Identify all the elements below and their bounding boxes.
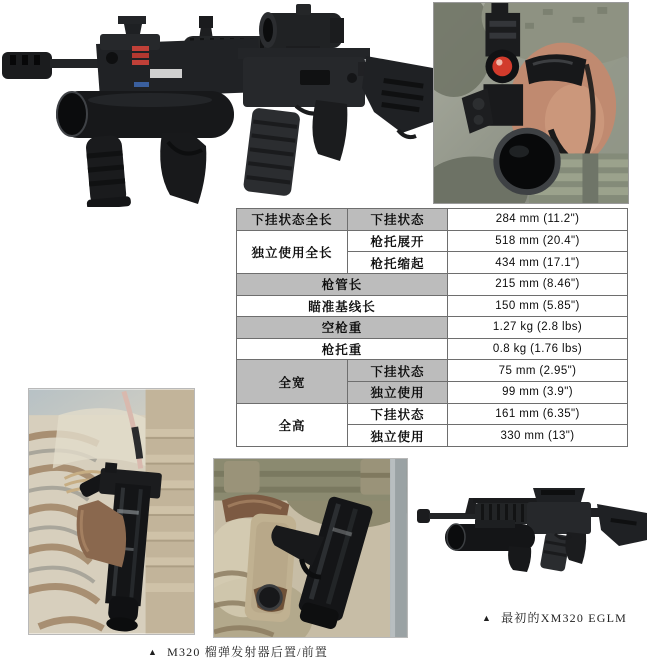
spec-sub-cell: 枪托展开: [348, 230, 448, 252]
m320-holster-front-illustration: [214, 459, 407, 637]
spec-value-cell: 284 mm (11.2"): [448, 209, 628, 231]
red-dot: [492, 56, 512, 76]
spec-label-cell: 下挂状态全长: [237, 209, 348, 231]
spec-sub-cell: 下挂状态: [348, 403, 448, 425]
soldier-aiming-illustration: [434, 3, 628, 203]
spec-sub-cell: 下挂状态: [348, 209, 448, 231]
caption-text: 最初的XM320 EGLM: [501, 611, 628, 625]
spec-label-cell: 枪托重: [237, 338, 448, 360]
m320-on-m4-illustration: [0, 0, 436, 207]
spec-label-cell: 全高: [237, 403, 348, 446]
spec-label-cell: 瞄准基线长: [237, 295, 448, 317]
m320-holster-rear-illustration: [29, 389, 194, 634]
photo-m320-holstered-rear: [28, 388, 195, 635]
caption-m320-holster: [148, 643, 328, 660]
spec-label-cell: 枪管长: [237, 273, 448, 295]
photo-m320-mounted-on-m4-carbine: [0, 0, 436, 207]
spec-value-cell: 150 mm (5.85"): [448, 295, 628, 317]
spec-sub-cell: 枪托缩起: [348, 252, 448, 274]
spec-value-cell: 0.8 kg (1.76 lbs): [448, 338, 628, 360]
spec-value-cell: 215 mm (8.46"): [448, 273, 628, 295]
spec-sub-cell: 独立使用: [348, 382, 448, 404]
caption-xm320-eglm: [482, 609, 627, 626]
photo-xm320-eglm: [415, 480, 650, 572]
spec-value-cell: 330 mm (13"): [448, 425, 628, 447]
spec-value-cell: 99 mm (3.9"): [448, 382, 628, 404]
photo-m320-holstered-front: [213, 458, 408, 638]
spec-sub-cell: 下挂状态: [348, 360, 448, 382]
spec-value-cell: 75 mm (2.95"): [448, 360, 628, 382]
spec-label-cell: 全宽: [237, 360, 348, 403]
spec-value-cell: 434 mm (17.1"): [448, 252, 628, 274]
spec-value-cell: 518 mm (20.4"): [448, 230, 628, 252]
caption-text: M320 榴弹发射器后置/前置: [167, 645, 329, 659]
photo-soldier-aiming-red-dot-sight: [433, 2, 629, 204]
caption-triangle-icon: ▲: [482, 613, 493, 623]
caption-triangle-icon: ▲: [148, 647, 159, 657]
spec-value-cell: 161 mm (6.35"): [448, 403, 628, 425]
spec-value-cell: 1.27 kg (2.8 lbs): [448, 317, 628, 339]
spec-label-cell: 独立使用全长: [237, 230, 348, 273]
m320-spec-table: [236, 208, 628, 447]
spec-sub-cell: 独立使用: [348, 425, 448, 447]
xm320-eglm-illustration: [415, 480, 650, 572]
spec-label-cell: 空枪重: [237, 317, 448, 339]
